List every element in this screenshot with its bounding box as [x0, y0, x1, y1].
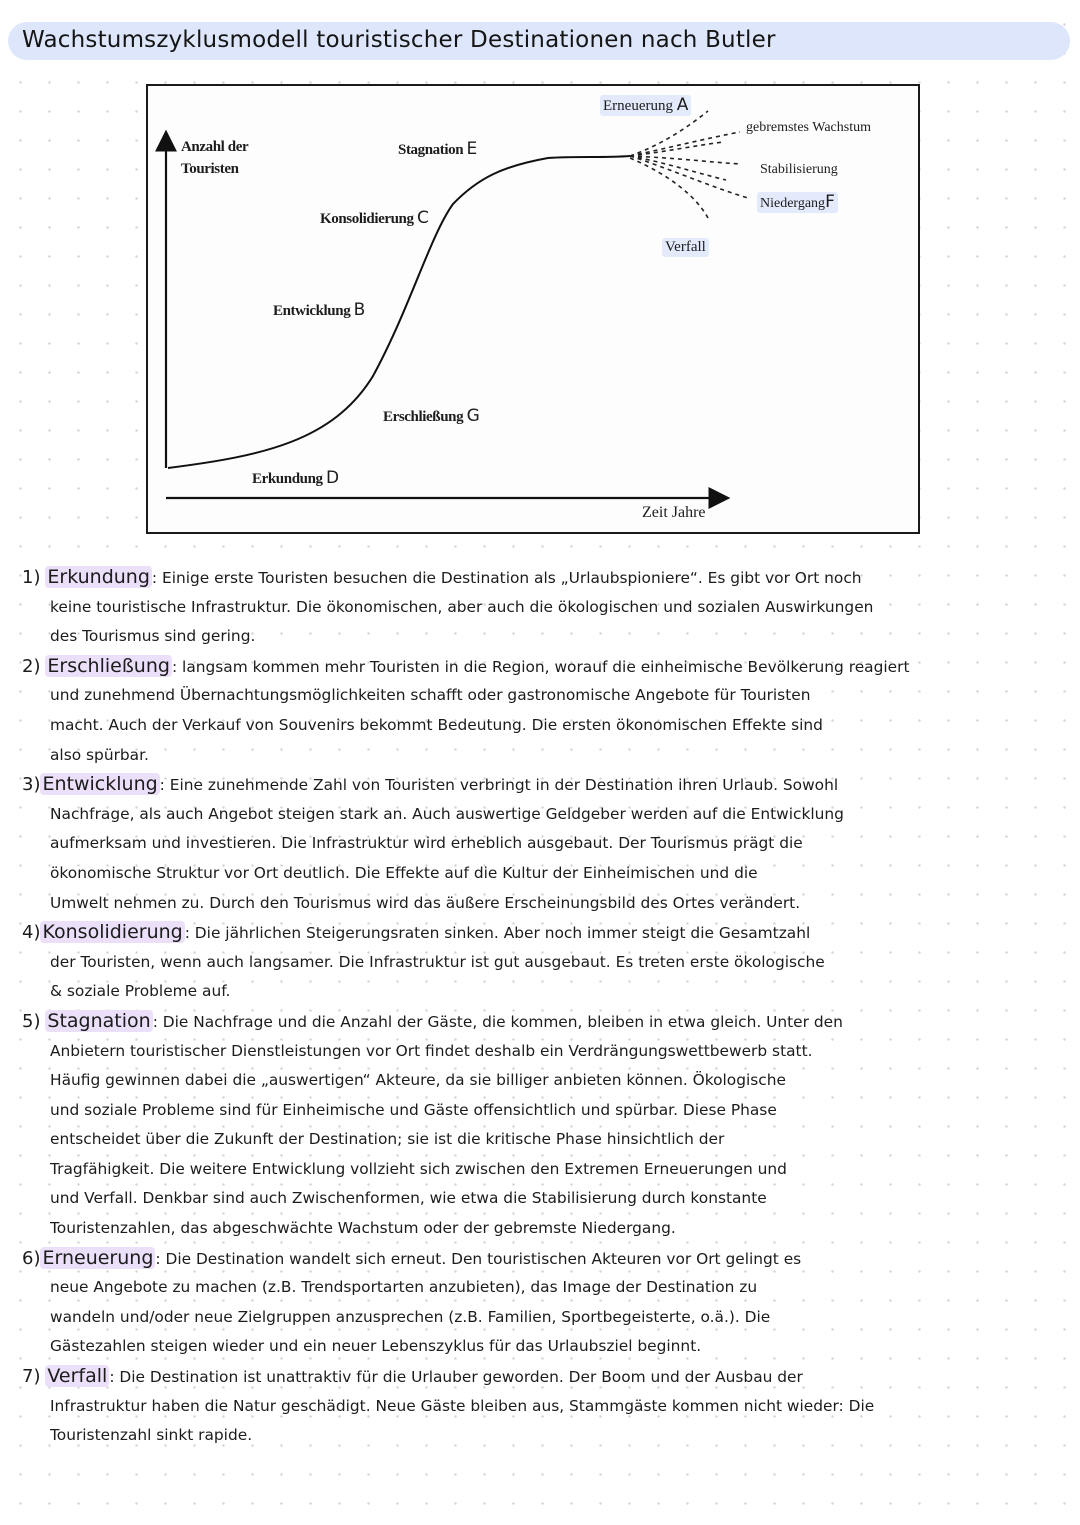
- mark-stagnation: E: [466, 139, 477, 159]
- note-number: 5): [22, 1010, 41, 1032]
- note-line: also spürbar.: [50, 745, 149, 764]
- note-number: 2): [22, 655, 41, 677]
- phase-note-6: [22, 1244, 1062, 1362]
- note-term: Erschließung: [47, 654, 170, 677]
- note-text: : Die Destination wandelt sich erneut. Den touristischen Akteuren vor Ort gelingt es: [155, 1249, 802, 1268]
- note-line: aufmerksam und investieren. Die Infrastruktur wird erheblich ausgebaut. Der Tourismus prägt die: [50, 834, 803, 853]
- note-line: keine touristische Infrastruktur. Die ökonomischen, aber auch die ökologischen und sozialen Auswirkungen: [50, 597, 874, 616]
- note-line: Tragfähigkeit. Die weitere Entwicklung vollzieht sich zwischen den Extremen Erneuerungen und: [50, 1159, 787, 1178]
- label-stagnation: Stagnation E: [398, 139, 477, 159]
- note-line: [22, 652, 1062, 682]
- note-line: ökonomische Struktur vor Ort deutlich. Die Effekte auf die Kultur der Einheimischen und die: [50, 863, 758, 882]
- y-axis-label-line2: Touristen: [181, 161, 239, 177]
- note-text: : Die Destination ist unattraktiv für die Urlauber geworden. Der Boom und der Ausbau der: [109, 1368, 803, 1387]
- note-line: Häufig gewinnen dabei die „auswertigen“ Akteure, da sie billiger anbieten können. Ökologische: [50, 1071, 786, 1090]
- phase-note-4: [22, 918, 1062, 1007]
- label-konsolidierung: Konsolidierung C: [320, 208, 429, 228]
- note-text: : Eine zunehmende Zahl von Touristen verbringt in der Destination ihren Urlaub. Sowohl: [159, 776, 839, 795]
- note-line: entscheidet über die Zukunft der Destination; sie ist die kritische Phase hinsichtlich der: [50, 1130, 725, 1149]
- note-line: der Touristen, wenn auch langsamer. Die Infrastruktur ist gut ausgebaut. Es treten erste ökologische: [50, 952, 825, 971]
- note-line: Anbietern touristischer Dienstleistungen vor Ort findet deshalb ein Verdrängungswettbewerb statt.: [50, 1041, 813, 1060]
- note-term: Erkundung: [47, 566, 150, 588]
- label-erschliessung: Erschließung G: [383, 406, 480, 426]
- note-line: und zunehmend Übernachtungsmöglichkeiten schafft oder gastronomische Angebote für Touristen: [50, 686, 811, 705]
- diagram-svg: [148, 86, 918, 532]
- phase-descriptions: [22, 563, 1062, 1451]
- note-term: Entwicklung: [42, 773, 158, 796]
- mark-erkundung: D: [325, 468, 339, 488]
- branch-verfall: [630, 158, 708, 218]
- branch-gebremstes-wachstum: [630, 132, 740, 156]
- note-number: 6): [22, 1247, 41, 1269]
- note-text: : Einige erste Touristen besuchen die Destination als „Urlaubspioniere“. Es gibt vor Ort noch: [151, 569, 862, 587]
- butler-diagram: [146, 84, 920, 534]
- mark-entwicklung: B: [353, 300, 365, 320]
- phase-note-7: [22, 1362, 1062, 1451]
- mark-konsolidierung: C: [416, 208, 429, 228]
- note-term: Erneuerung: [42, 1246, 154, 1269]
- note-text: : Die jährlichen Steigerungsraten sinken. Aber noch immer steigt die Gesamtzahl: [184, 924, 811, 943]
- note-line: und soziale Probleme sind für Einheimische und Gäste offensichtlich und spürbar. Diese Phase: [50, 1100, 777, 1119]
- note-line: & soziale Probleme auf.: [50, 982, 231, 1001]
- note-number: 7): [22, 1366, 41, 1388]
- mark-erneuerung: A: [676, 95, 689, 115]
- note-line: neue Angebote zu machen (z.B. Trendsportarten anzubieten), das Image der Destination zu: [50, 1278, 758, 1297]
- note-line: Touristenzahlen, das abgeschwächte Wachstum oder der gebremste Niedergang.: [50, 1219, 676, 1238]
- label-entwicklung: Entwicklung B: [273, 300, 365, 320]
- note-line: [22, 1362, 1062, 1392]
- note-text: : langsam kommen mehr Touristen in die Region, worauf die einheimische Bevölkerung reagiert: [171, 657, 910, 676]
- y-axis-label-line1: Anzahl der: [181, 139, 249, 155]
- label-niedergang: NiedergangF: [757, 192, 838, 213]
- mark-niedergang: F: [825, 192, 835, 212]
- branch-extra-1: [630, 142, 723, 156]
- note-line: Touristenzahl sinkt rapide.: [50, 1426, 253, 1445]
- note-line: [22, 918, 1062, 948]
- note-line: macht. Auch der Verkauf von Souvenirs bekommt Bedeutung. Die ersten ökonomischen Effekte sind: [50, 715, 823, 734]
- label-erneuerung: Erneuerung A: [600, 95, 691, 116]
- note-number: 4): [22, 922, 41, 944]
- note-line: [22, 1007, 1062, 1037]
- label-verfall: Verfall: [662, 238, 709, 257]
- note-line: wandeln und/oder neue Zielgruppen anzusprechen (z.B. Familien, Sportbegeisterte, o.ä.). Die: [50, 1307, 771, 1326]
- note-line: [22, 1244, 1062, 1274]
- label-stabilisierung: Stabilisierung: [760, 162, 838, 177]
- note-number: 1): [22, 567, 41, 588]
- branch-niedergang: [630, 156, 748, 198]
- note-line: des Tourismus sind gering.: [50, 627, 256, 646]
- note-number: 3): [22, 774, 41, 796]
- phase-note-1: [22, 563, 1062, 652]
- phase-note-2: [22, 652, 1062, 770]
- mark-erschliessung: G: [466, 406, 480, 426]
- note-term: Stagnation: [47, 1009, 151, 1032]
- note-line: und Verfall. Denkbar sind auch Zwischenformen, wie etwa die Stabilisierung durch konstante: [50, 1189, 767, 1208]
- note-line: [22, 563, 1062, 593]
- note-line: [22, 770, 1062, 800]
- branch-erneuerung: [630, 111, 708, 156]
- note-line: Infrastruktur haben die Natur geschädigt. Neue Gäste bleiben aus, Stammgäste kommen nicht wieder: Die: [50, 1396, 875, 1415]
- note-line: Gästezahlen steigen wieder und ein neuer Lebenszyklus für das Urlaubsziel beginnt.: [50, 1337, 702, 1356]
- note-term: Verfall: [47, 1365, 108, 1388]
- future-branches: [630, 111, 748, 218]
- x-axis-label: Zeit Jahre: [642, 504, 706, 521]
- note-term: Konsolidierung: [42, 921, 183, 944]
- note-line: Nachfrage, als auch Angebot steigen stark an. Auch auswertige Geldgeber werden auf die Entwicklung: [50, 804, 844, 823]
- page-title: Wachstumszyklusmodell touristischer Destinationen nach Butler: [22, 27, 776, 53]
- note-text: : Die Nachfrage und die Anzahl der Gäste, die kommen, bleiben in etwa gleich. Unter den: [152, 1012, 843, 1031]
- note-line: Umwelt nehmen zu. Durch den Tourismus wird das äußere Erscheinungsbild des Ortes verändert.: [50, 893, 801, 912]
- phase-note-5: [22, 1007, 1062, 1244]
- phase-note-3: [22, 770, 1062, 918]
- label-gebremstes-wachstum: gebremstes Wachstum: [746, 120, 871, 135]
- label-erkundung: Erkundung D: [252, 468, 339, 488]
